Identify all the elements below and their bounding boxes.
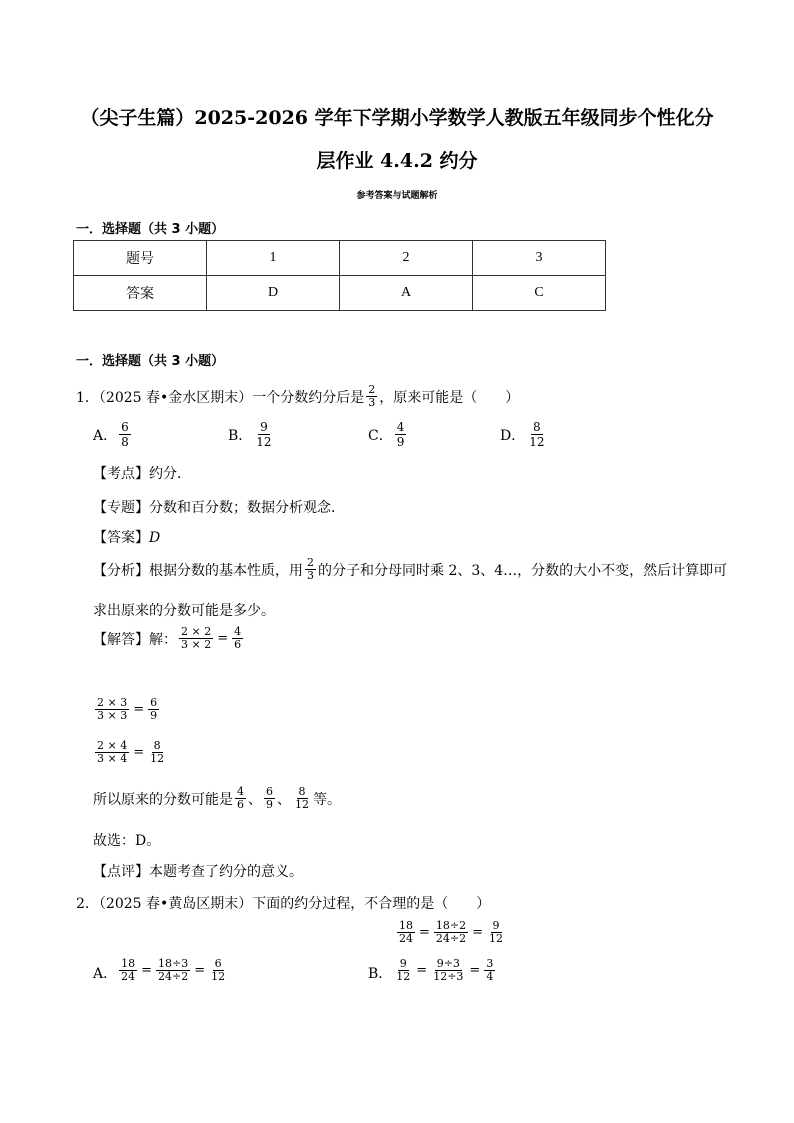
fraction: $\frac{6}{8}$: [121, 420, 129, 449]
fraction: $\frac{3}{4}$: [486, 957, 494, 983]
table-row: [74, 276, 606, 311]
table-row: [74, 241, 606, 276]
fraction: $\frac{2 \times 4}{3 \times 4}$: [97, 739, 128, 765]
fraction: $\frac{2 \times 3}{3 \times 3}$: [97, 696, 128, 722]
q1-answer: 【答案】D: [93, 530, 161, 546]
q1-kaodian: 【考点】约分．: [93, 466, 191, 482]
table-cell: 1: [207, 241, 340, 276]
q1-comment: 【点评】本题考查了约分的意义。: [93, 864, 303, 880]
q1-final-choice: 故选：D。: [93, 833, 161, 849]
q1-analysis-line2: 求出原来的分数可能是多少。: [93, 603, 275, 619]
q1-option-d[interactable]: D． $\frac{8}{12}$: [500, 420, 545, 449]
answer-table: [73, 240, 606, 311]
fraction: $\frac{4}{6}$: [234, 625, 242, 651]
fraction: $\frac{6}{9}$: [150, 696, 158, 722]
q2-top-expression: $\frac{18}{24}$ = $\frac{18\div 2}{24\div 2}$ = $\frac{9}{12}$: [399, 919, 504, 945]
table-cell: D: [207, 276, 340, 311]
fraction: $\frac{9}{12}$: [396, 957, 411, 983]
page-title-line1: （尖子生篇）2025-2026 学年下学期小学数学人教版五年级同步个性化分: [80, 107, 714, 129]
q1-solution: 【解答】 解： $\frac{2 \times 2}{3 \times 2}$ = $\frac{4}{6}$: [93, 625, 242, 651]
q1-analysis: 【分析】 根据分数的基本性质，用 $\frac{2}{3}$ 的分子和分母同时乘 2、3、4…，分数的大小不变，然后计算即可: [93, 556, 728, 582]
fraction: $\frac{18\div 3}{24\div 2}$: [158, 957, 189, 983]
q2-option-b[interactable]: B． $\frac{9}{12}$ = $\frac{9\div 3}{12\div 3}$ = $\frac{3}{4}$: [368, 957, 494, 983]
fraction: $\frac{4}{9}$: [396, 420, 405, 449]
table-cell: 3: [473, 241, 606, 276]
fraction: $\frac{8}{12}$: [150, 739, 165, 765]
fraction: $\frac{2 \times 2}{3 \times 2}$: [181, 625, 212, 651]
fraction: $\frac{18\div 2}{24\div 2}$: [435, 919, 467, 945]
table-cell: 2: [340, 241, 473, 276]
q1-option-c[interactable]: C． $\frac{4}{9}$: [368, 420, 405, 449]
fraction: $\frac{8}{12}$: [295, 785, 309, 811]
fraction: $\frac{9}{12}$: [256, 420, 272, 449]
q1-option-b[interactable]: B． $\frac{9}{12}$: [228, 420, 272, 449]
q1-stem-fraction: $\frac{2}{3}$: [368, 383, 376, 409]
q2-option-a[interactable]: A． $\frac{18}{24}$ = $\frac{18\div 3}{24\div 2}$ = $\frac{6}{12}$: [93, 957, 226, 983]
page-title-line2: 层作业 4.4.2 约分: [316, 150, 478, 172]
fraction: $\frac{8}{12}$: [529, 420, 545, 449]
q1-step-3: $\frac{2 \times 4}{3 \times 4}$ = $\frac{8}{12}$: [97, 739, 165, 765]
fraction: $\frac{9}{12}$: [489, 919, 504, 945]
table-cell: C: [473, 276, 606, 311]
q1-stem: [76, 384, 519, 409]
q2-stem: 2．（2025 春•黄岛区期末）下面的约分过程，不合理的是（ ）: [76, 896, 491, 912]
fraction: $\frac{4}{6}$: [237, 785, 244, 811]
q1-step-2: $\frac{2 \times 3}{3 \times 3}$ = $\frac{6}{9}$: [97, 696, 158, 722]
section-heading: 一．选择题（共 3 小题）: [76, 354, 225, 369]
q1-stem-suffix: ，原来可能是（ ）: [379, 389, 520, 406]
fraction: $\frac{18}{24}$: [121, 957, 136, 983]
q1-zhuanti: 【专题】分数和百分数；数据分析观念．: [93, 500, 345, 516]
fraction: $\frac{6}{12}$: [211, 957, 226, 983]
table-cell: 题号: [74, 241, 207, 276]
fraction: $\frac{9\div 3}{12\div 3}$: [433, 957, 464, 983]
fraction: $\frac{2}{3}$: [307, 556, 314, 582]
q1-stem-prefix: 1．（2025 春•金水区期末）一个分数约分后是: [76, 389, 365, 406]
table-cell: A: [340, 276, 473, 311]
fraction: $\frac{18}{24}$: [399, 919, 413, 945]
table-cell: 答案: [74, 276, 207, 311]
q1-conclusion: 所以原来的分数可能是 $\frac{4}{6}$ 、 $\frac{6}{9}$ 、 $\frac{8}{12}$ 等。: [93, 785, 341, 811]
page-subtitle: 参考答案与试题解析: [356, 191, 438, 201]
answer-section-heading: 一．选择题（共 3 小题）: [76, 222, 225, 237]
q1-option-a[interactable]: A． $\frac{6}{8}$: [93, 420, 129, 449]
fraction: $\frac{6}{9}$: [266, 785, 273, 811]
